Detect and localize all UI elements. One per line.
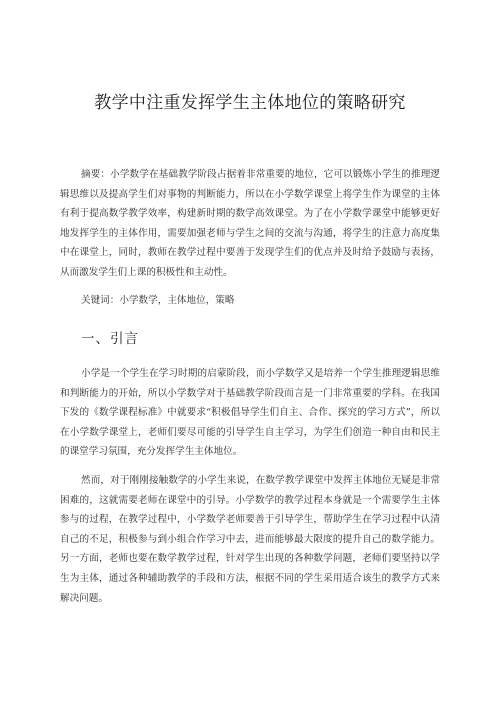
page-title: 教学中注重发挥学生主体地位的策略研究	[94, 93, 406, 113]
section-heading-introduction: 一、引言	[81, 331, 139, 347]
abstract-label: 摘要：	[81, 169, 111, 180]
keywords-label: 关键词：	[81, 295, 120, 306]
keywords-line	[60, 291, 440, 310]
abstract-body	[60, 165, 440, 282]
body-paragraph-1: 小学是一个学生在学习时期的启蒙阶段，而小学数学又是培养一个学生推理逻辑思维和判断能力的开始，所以小学数学对于基础教学阶段而言是一门非常重要的学科。在我国下发的《数学课程标准》中就要求“积极倡导学生们自主、合作、探究的学习方式”，所以在小学数学课堂上，老师们要尽可能的引导学生自主学习，为学生们创造一种自由和民主的课堂学习氛围，充分发挥学生主体地位。	[60, 368, 440, 458]
abstract-text: 小学数学在基础教学阶段占据着非常重要的地位，它可以锻炼小学生的推理逻辑思维以及提高学生们对事物的判断能力，所以在小学数学课堂上将学生作为课堂的主体有利于提高数学教学效率，构建新时期的数学高效课堂。为了在小学数学课堂中能够更好地发挥学生的主体作用，需要加强老师与学生之间的交流与沟通，将学生的注意力高度集中在课堂上，同时，教师在教学过程中要善于发现学生们的优点并及时给予鼓励与表扬，从而激发学生们上课的积极性和主动性。	[60, 169, 441, 278]
abstract	[60, 165, 440, 282]
body-paragraph-2: 然而，对于刚刚接触数学的小学生来说，在数学教学课堂中发挥主体地位无疑是非常困难的，这就需要老师在课堂中的引导。小学数学的教学过程本身就是一个需要学生主体参与的过程，在教学过程中，小学数学老师要善于引导学生，帮助学生在学习过程中认清自己的不足，积极参与到小组合作学习中去，进而能够最大限度的提升自己的数学能力。另一方面，老师也要在数学教学过程，针对学生出现的各种数学问题，老师们要坚持以学生为主体，通过各种辅助教学的手段和方法，根据不同的学生采用适合该生的教学方式来解决问题。	[60, 475, 440, 604]
keywords-text: 小学数学，主体地位，策略	[119, 295, 235, 306]
